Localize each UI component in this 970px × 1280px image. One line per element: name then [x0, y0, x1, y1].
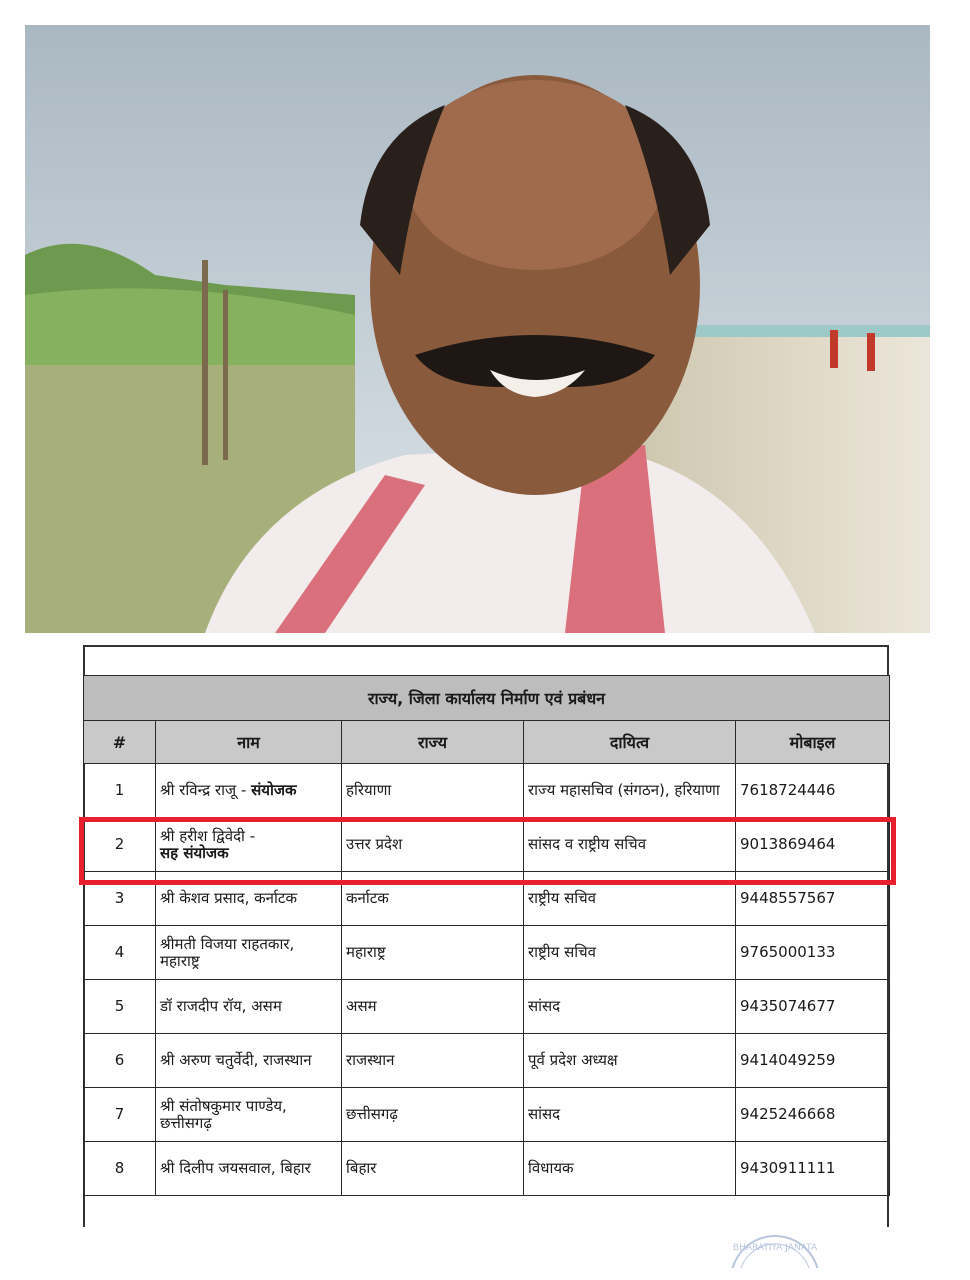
row-state: कर्नाटक: [342, 872, 524, 926]
portrait-photo: [25, 25, 930, 633]
row-name: श्री अरुण चतुर्वेदी, राजस्थान: [156, 1034, 342, 1088]
table-row: [84, 1034, 890, 1088]
row-name: श्री हरीश द्विवेदी - सह संयोजक: [156, 818, 342, 872]
roster-table: [83, 675, 890, 1196]
row-mobile: 9013869464: [736, 818, 890, 872]
row-num: 3: [84, 872, 156, 926]
row-num: 7: [84, 1088, 156, 1142]
row-mobile: 9765000133: [736, 926, 890, 980]
row-state: महाराष्ट्र: [342, 926, 524, 980]
row-name: डॉ राजदीप रॉय, असम: [156, 980, 342, 1034]
row-name: श्री दिलीप जयसवाल, बिहार: [156, 1142, 342, 1196]
table-row: [84, 1088, 890, 1142]
row-state: असम: [342, 980, 524, 1034]
row-mobile: 9448557567: [736, 872, 890, 926]
table-title-row: [84, 676, 890, 721]
row-name: श्रीमती विजया राहतकार, महाराष्ट्र: [156, 926, 342, 980]
row-state: उत्तर प्रदेश: [342, 818, 524, 872]
row-role: विधायक: [524, 1142, 736, 1196]
row-name: श्री रविन्द्र राजू - संयोजक: [156, 764, 342, 818]
row-role: राष्ट्रीय सचिव: [524, 926, 736, 980]
table-row: [84, 764, 890, 818]
row-num: 1: [84, 764, 156, 818]
row-mobile: 9430911111: [736, 1142, 890, 1196]
table-row: [84, 818, 890, 872]
row-role: राष्ट्रीय सचिव: [524, 872, 736, 926]
table-row: [84, 926, 890, 980]
row-name: श्री संतोषकुमार पाण्डेय, छत्तीसगढ़: [156, 1088, 342, 1142]
row-state: छत्तीसगढ़: [342, 1088, 524, 1142]
row-num: 4: [84, 926, 156, 980]
party-seal-stamp: [725, 1228, 825, 1268]
row-mobile: 9435074677: [736, 980, 890, 1034]
row-name-title: सह संयोजक: [160, 843, 229, 862]
table-row: [84, 872, 890, 926]
table-header-row: [84, 721, 890, 764]
svg-text:BHARATIYA JANATA: BHARATIYA JANATA: [732, 1243, 818, 1253]
header-num: #: [84, 721, 156, 764]
row-num: 5: [84, 980, 156, 1034]
row-num: 6: [84, 1034, 156, 1088]
row-state: राजस्थान: [342, 1034, 524, 1088]
row-mobile: 7618724446: [736, 764, 890, 818]
document-sheet: [75, 645, 895, 1265]
table-title: राज्य, जिला कार्यालय निर्माण एवं प्रबंधन: [84, 676, 890, 721]
row-mobile: 9425246668: [736, 1088, 890, 1142]
header-name: नाम: [156, 721, 342, 764]
row-role: पूर्व प्रदेश अध्यक्ष: [524, 1034, 736, 1088]
header-role: दायित्व: [524, 721, 736, 764]
row-name-title: संयोजक: [251, 781, 297, 799]
row-role: राज्य महासचिव (संगठन), हरियाणा: [524, 764, 736, 818]
row-role: सांसद: [524, 980, 736, 1034]
header-mobile: मोबाइल: [736, 721, 890, 764]
row-role: सांसद: [524, 1088, 736, 1142]
row-role: सांसद व राष्ट्रीय सचिव: [524, 818, 736, 872]
header-state: राज्य: [342, 721, 524, 764]
row-state: हरियाणा: [342, 764, 524, 818]
table-row: [84, 1142, 890, 1196]
row-name: श्री केशव प्रसाद, कर्नाटक: [156, 872, 342, 926]
table-row: [84, 980, 890, 1034]
row-state: बिहार: [342, 1142, 524, 1196]
row-num: 2: [84, 818, 156, 872]
row-num: 8: [84, 1142, 156, 1196]
row-mobile: 9414049259: [736, 1034, 890, 1088]
